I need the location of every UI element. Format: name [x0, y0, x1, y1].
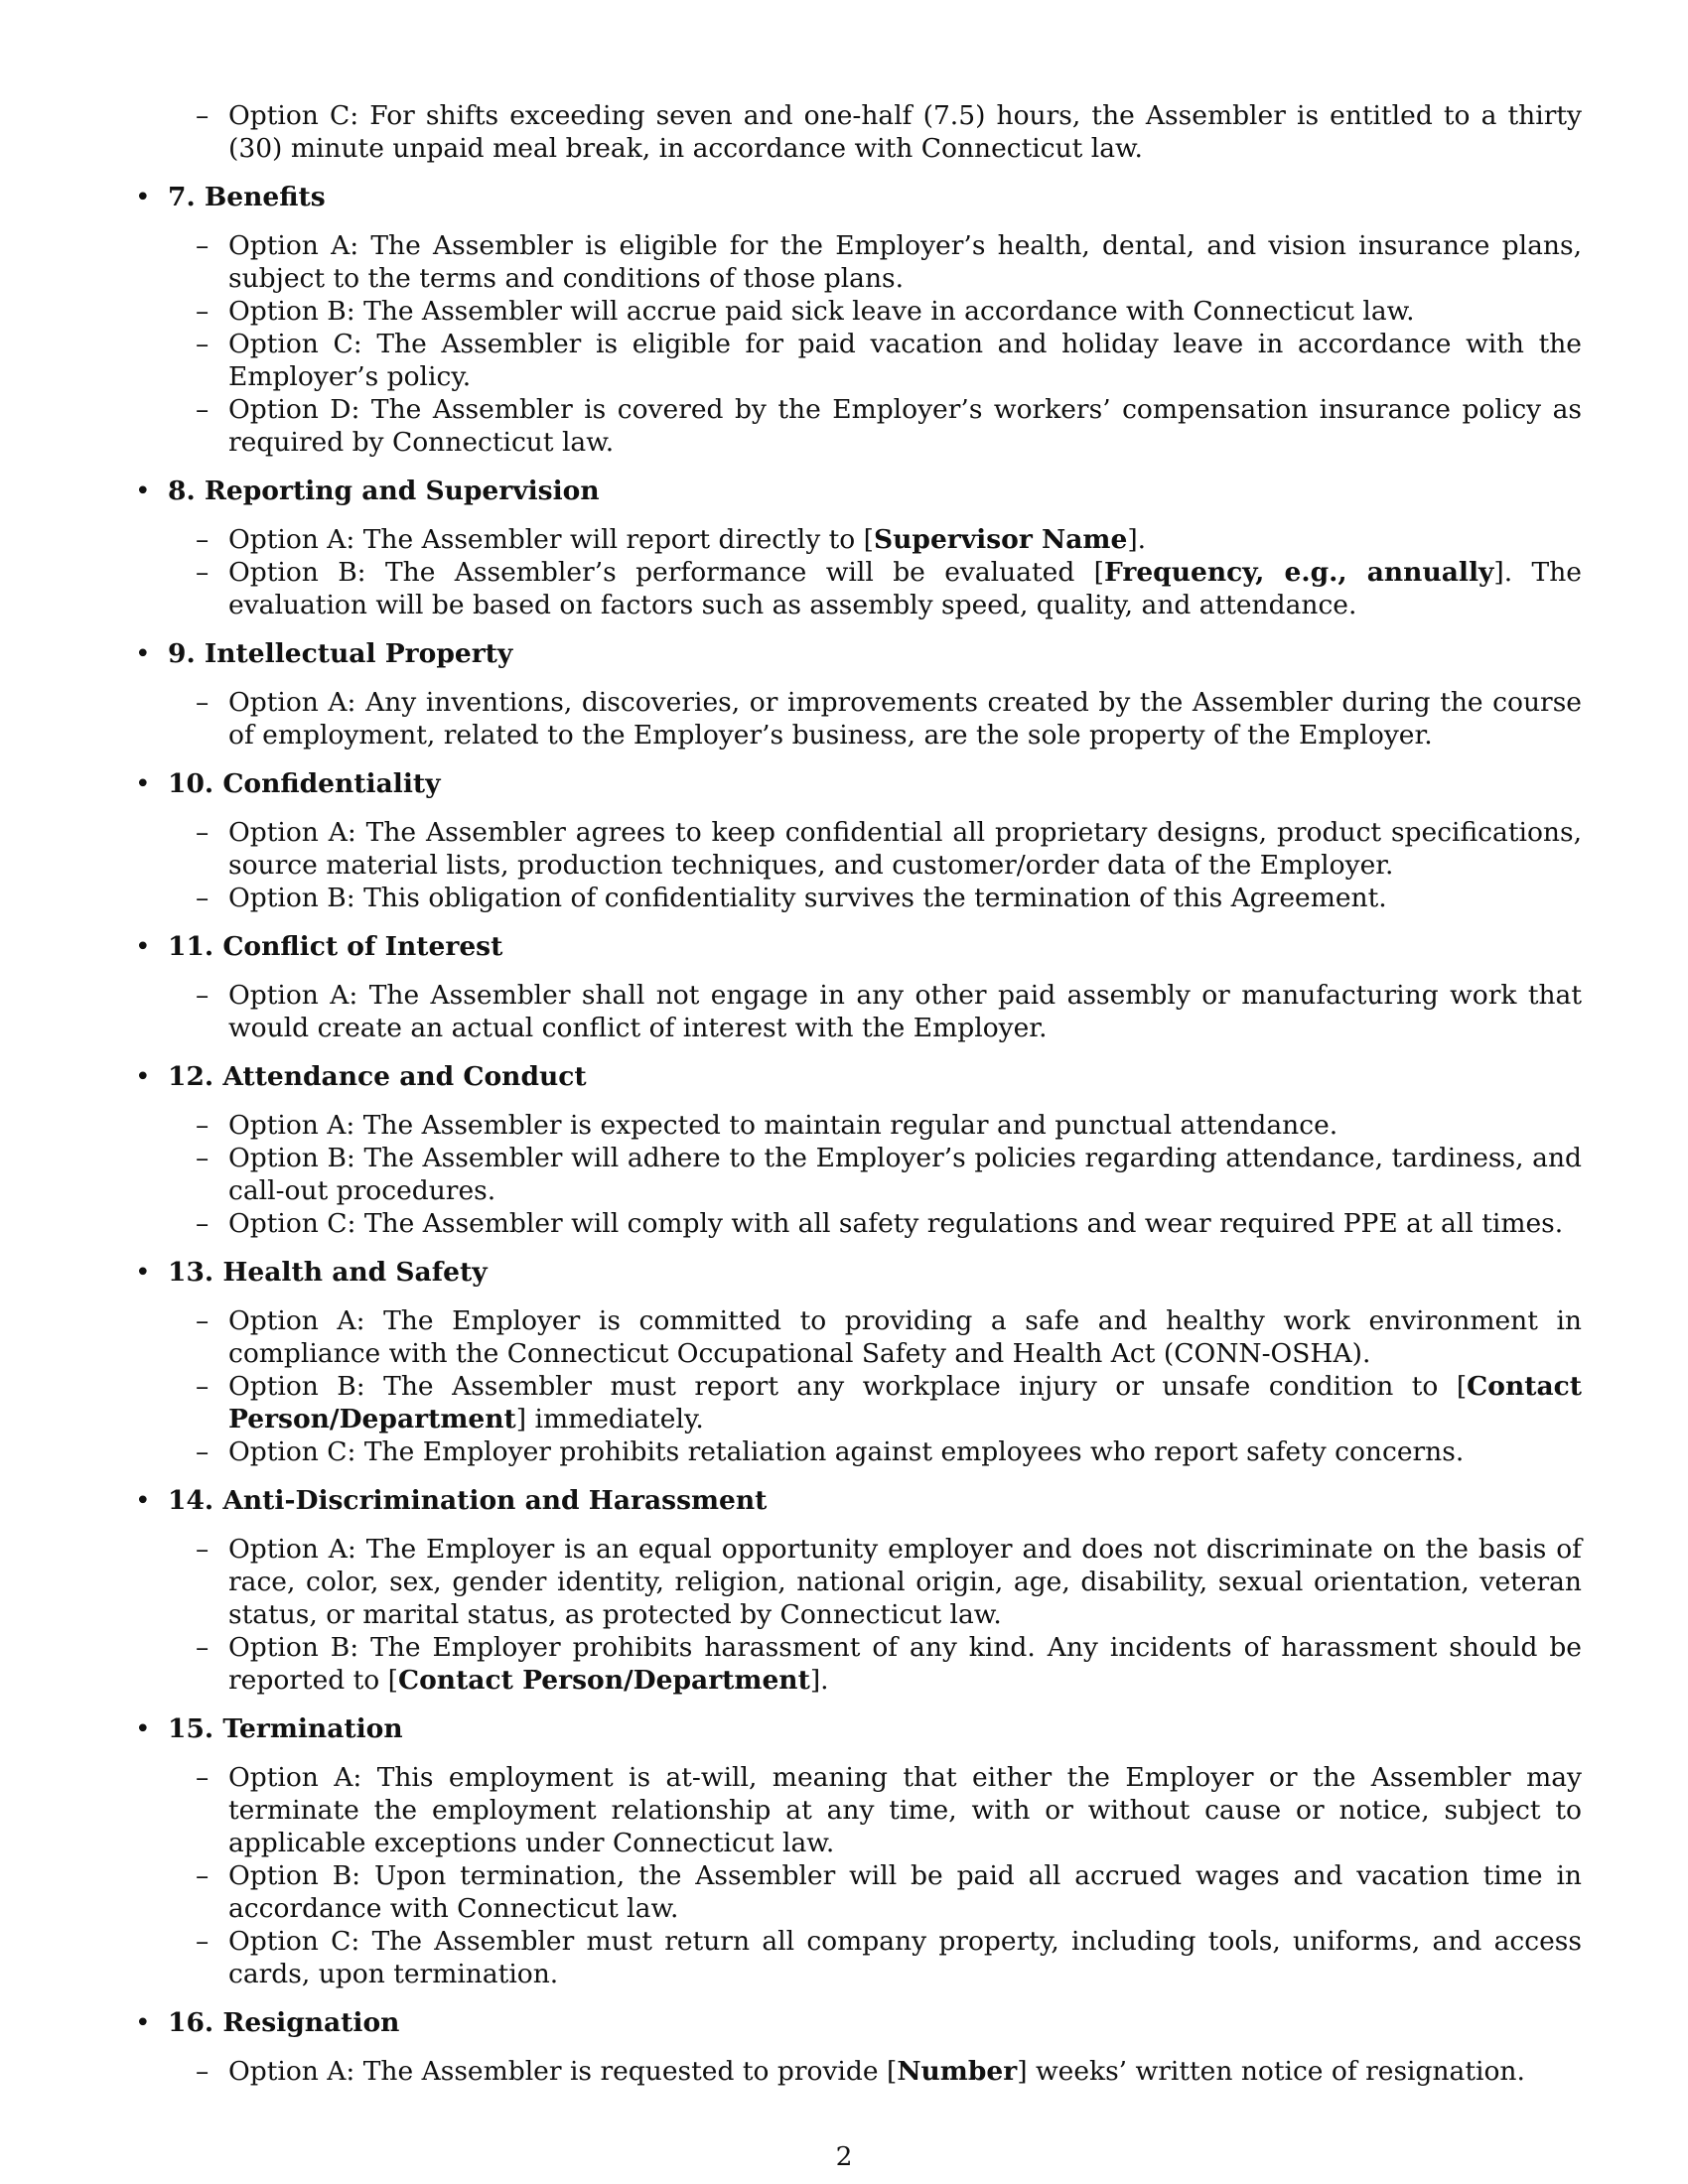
option-text: Option D: The Assembler is covered by the Employer’s workers’ compensation insurance policy as required by Connecticut law. [228, 394, 1582, 458]
section-title-text: 10. Confidentiality [168, 768, 441, 799]
option-item [196, 1533, 1582, 1631]
section [132, 1484, 1582, 1697]
option-text: Option A: The Assembler is expected to maintain regular and punctual attendance. [228, 1110, 1338, 1141]
dash-marker: – [196, 296, 210, 327]
section [132, 1060, 1582, 1240]
option-item [196, 2055, 1582, 2088]
option-text: Option C: The Employer prohibits retaliation against employees who report safety concerns. [228, 1436, 1465, 1467]
section [132, 767, 1582, 914]
option-item [196, 1859, 1582, 1925]
option-item [196, 1435, 1582, 1468]
option-item [196, 229, 1582, 295]
option-text: Option A: This employment is at-will, meaning that either the Employer or the Assembler may terminate the employment relationship at any time, with or without cause or notice, subject to applicable exceptions under Connecticut law. [228, 1762, 1582, 1858]
dash-marker: – [196, 1860, 210, 1891]
options-list [132, 1109, 1582, 1240]
section [132, 2006, 1582, 2088]
option-item [196, 295, 1582, 328]
page-number: 2 [835, 2141, 853, 2172]
option-item [196, 328, 1582, 393]
option-item [196, 1109, 1582, 1142]
placeholder-field: Supervisor Name [874, 524, 1128, 555]
section-title [132, 2006, 1582, 2039]
section-title-text: 16. Resignation [168, 2007, 400, 2038]
sections-list [132, 181, 1582, 2088]
dash-marker: – [196, 1762, 210, 1793]
dash-marker: – [196, 100, 210, 131]
option-text: ] weeks’ written notice of resignation. [1017, 2056, 1525, 2087]
section-title [132, 1060, 1582, 1093]
option-text: ]. The evaluation will be based on factors such as assembly speed, quality, and attendance. [228, 557, 1582, 620]
option-item [196, 882, 1582, 914]
section-title-text: 14. Anti-Discrimination and Harassment [168, 1485, 768, 1516]
option-item [196, 979, 1582, 1044]
option-item [196, 556, 1582, 621]
placeholder-field: Contact Person/Department [228, 1371, 1582, 1434]
dash-marker: – [196, 1305, 210, 1336]
option-text: Option C: The Assembler will comply with all safety regulations and wear required PPE at all times. [228, 1208, 1564, 1239]
option-text: ]. [809, 1665, 829, 1696]
options-list [132, 2055, 1582, 2088]
options-list [132, 1533, 1582, 1697]
option-text: Option A: The Assembler will report directly to [ [228, 524, 875, 555]
bullet-marker: • [135, 1257, 151, 1288]
dash-marker: – [196, 394, 210, 425]
section-title-text: 13. Health and Safety [168, 1257, 488, 1288]
section-title [132, 1712, 1582, 1745]
bullet-marker: • [135, 931, 151, 962]
dash-marker: – [196, 1632, 210, 1663]
dash-marker: – [196, 524, 210, 555]
placeholder-field: Contact Person/Department [398, 1665, 810, 1696]
option-text: Option C: The Assembler must return all company property, including tools, uniforms, and access cards, upon termination. [228, 1926, 1582, 1989]
section-title [132, 930, 1582, 963]
bullet-marker: • [135, 1485, 151, 1516]
section-title-text: 7. Benefits [168, 182, 326, 212]
section [132, 930, 1582, 1044]
bullet-marker: • [135, 2007, 151, 2038]
dash-marker: – [196, 1208, 210, 1239]
bullet-marker: • [135, 1061, 151, 1092]
dash-marker: – [196, 1143, 210, 1173]
option-item [196, 1142, 1582, 1207]
bullet-marker: • [135, 768, 151, 799]
option-text: Option B: Upon termination, the Assembler will be paid all accrued wages and vacation time in accordance with Connecticut law. [228, 1860, 1582, 1924]
bullet-marker: • [135, 638, 151, 669]
section-title-text: 8. Reporting and Supervision [168, 476, 600, 506]
section-title [132, 767, 1582, 800]
option-item [196, 523, 1582, 556]
option-text: Option A: The Assembler shall not engage in any other paid assembly or manufacturing work that would create an actual conflict of interest with the Employer. [228, 980, 1582, 1043]
dash-marker: – [196, 1371, 210, 1402]
option-text: Option C: The Assembler is eligible for paid vacation and holiday leave in accordance with the Employer’s policy. [228, 329, 1582, 392]
option-text: Option A: The Employer is an equal opportunity employer and does not discriminate on the basis of race, color, sex, gender identity, religion, national origin, age, disability, sexual orientation, veteran status, or marital status, as protected by Connecticut law. [228, 1534, 1582, 1630]
option-text: Option A: The Assembler is requested to provide [ [228, 2056, 898, 2087]
section [132, 637, 1582, 751]
section-title-text: 11. Conflict of Interest [168, 931, 503, 962]
options-list [132, 979, 1582, 1044]
dash-marker: – [196, 2056, 210, 2087]
section [132, 475, 1582, 621]
option-text: Option A: Any inventions, discoveries, or improvements created by the Assembler during the course of employment, related to the Employer’s business, are the sole property of the Employer. [228, 687, 1582, 751]
section-title-text: 9. Intellectual Property [168, 638, 513, 669]
section-title-text: 15. Termination [168, 1713, 403, 1744]
options-list [132, 523, 1582, 621]
dash-marker: – [196, 883, 210, 913]
dash-marker: – [196, 980, 210, 1011]
option-item [196, 1631, 1582, 1697]
option-item [196, 1370, 1582, 1435]
bullet-marker: • [135, 182, 151, 212]
dash-marker: – [196, 1926, 210, 1957]
option-item [196, 1207, 1582, 1240]
dash-marker: – [196, 1110, 210, 1141]
option-text: Option B: The Assembler will adhere to the Employer’s policies regarding attendance, tardiness, and call-out procedures. [228, 1143, 1582, 1206]
option-text: Option B: The Assembler’s performance will be evaluated [ [228, 557, 1105, 588]
dash-marker: – [196, 230, 210, 261]
dash-marker: – [196, 557, 210, 588]
option-text: ] immediately. [515, 1404, 704, 1434]
section-title [132, 1484, 1582, 1517]
section [132, 1256, 1582, 1468]
option-item [196, 816, 1582, 882]
lead-option [196, 99, 1582, 165]
dash-marker: – [196, 687, 210, 718]
option-text: Option B: The Assembler must report any workplace injury or unsafe condition to [ [228, 1371, 1468, 1402]
option-text: Option B: The Assembler will accrue paid sick leave in accordance with Connecticut law. [228, 296, 1415, 327]
option-text: Option C: For shifts exceeding seven and one-half (7.5) hours, the Assembler is entitled to a thirty (30) minute unpaid meal break, in accordance with Connecticut law. [228, 100, 1582, 164]
section-title [132, 637, 1582, 670]
bullet-marker: • [135, 476, 151, 506]
option-item [196, 1304, 1582, 1370]
option-text: Option A: The Assembler is eligible for the Employer’s health, dental, and vision insurance plans, subject to the terms and conditions of those plans. [228, 230, 1582, 294]
option-item [196, 1925, 1582, 1990]
options-list [132, 686, 1582, 751]
placeholder-field: Frequency, e.g., annually [1104, 557, 1494, 588]
option-text: ]. [1127, 524, 1147, 555]
section-title [132, 1256, 1582, 1289]
option-text: Option B: This obligation of confidentiality survives the termination of this Agreement. [228, 883, 1387, 913]
dash-marker: – [196, 817, 210, 848]
bullet-marker: • [135, 1713, 151, 1744]
dash-marker: – [196, 1436, 210, 1467]
option-text: Option A: The Employer is committed to providing a safe and healthy work environment in compliance with the Connecticut Occupational Safety and Health Act (CONN-OSHA). [228, 1305, 1582, 1369]
options-list [132, 816, 1582, 914]
section-title [132, 475, 1582, 507]
document-page [132, 99, 1582, 2088]
dash-marker: – [196, 329, 210, 359]
option-item [196, 686, 1582, 751]
section-title-text: 12. Attendance and Conduct [168, 1061, 587, 1092]
option-text: Option B: The Employer prohibits harassment of any kind. Any incidents of harassment should be reported to [ [228, 1632, 1582, 1696]
option-text: Option A: The Assembler agrees to keep confidential all proprietary designs, product specifications, source material lists, production techniques, and customer/order data of the Employer. [228, 817, 1582, 881]
section [132, 181, 1582, 459]
section-title [132, 181, 1582, 213]
section [132, 1712, 1582, 1990]
options-list [132, 1304, 1582, 1468]
dash-marker: – [196, 1534, 210, 1565]
option-item [196, 393, 1582, 459]
option-item [196, 1761, 1582, 1859]
options-list [132, 229, 1582, 459]
options-list [132, 1761, 1582, 1990]
placeholder-field: Number [897, 2056, 1018, 2087]
